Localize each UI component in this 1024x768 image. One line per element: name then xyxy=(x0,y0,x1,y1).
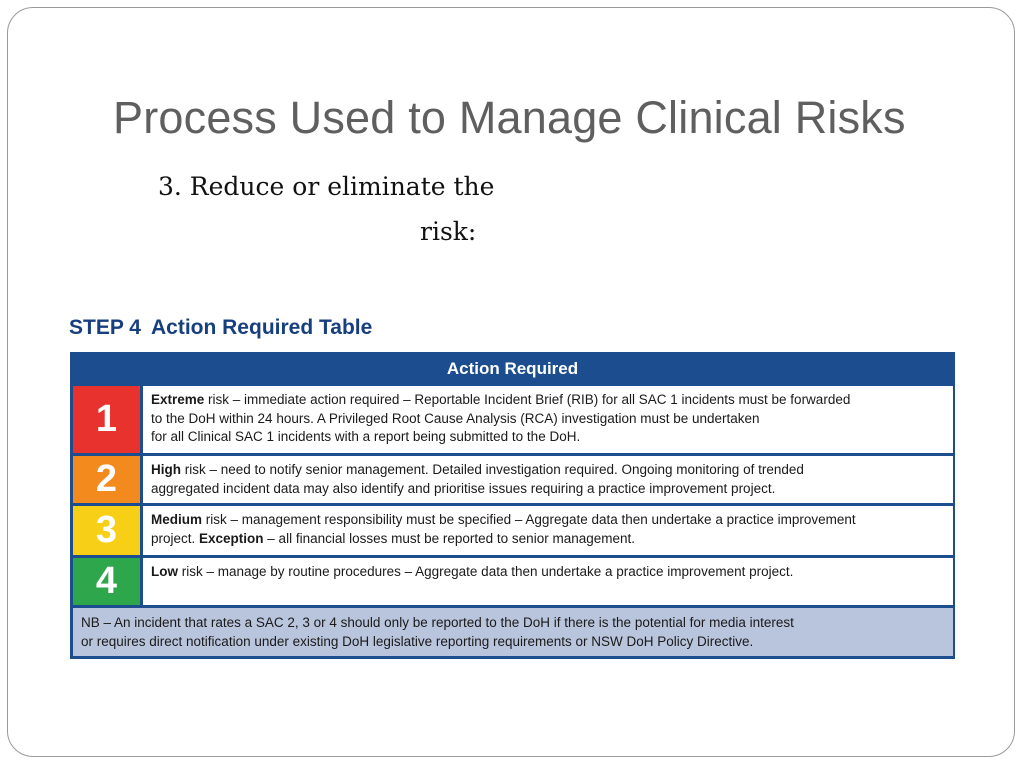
risk-description xyxy=(143,456,953,503)
note-line: NB – An incident that rates a SAC 2, 3 or 4 should only be reported to the DoH if there is the potential for media interest xyxy=(81,615,794,630)
action-required-table xyxy=(70,352,955,659)
risk-level-label: Low xyxy=(151,564,178,579)
risk-level-label: Medium xyxy=(151,512,203,527)
exception-label: Exception xyxy=(199,530,264,546)
step-label: STEP 4 xyxy=(69,316,141,339)
note-row xyxy=(73,608,953,656)
description-line: risk – immediate action required – Reportable Incident Brief (RIB) for all SAC 1 incidents must be forwarded xyxy=(204,392,851,407)
description-line: to the DoH within 24 hours. A Privileged Root Cause Analysis (RCA) investigation must be undertaken xyxy=(151,410,760,426)
risk-level-label: High xyxy=(151,462,181,477)
description-line: risk – manage by routine procedures – Aggregate data then undertake a practice improvement project. xyxy=(178,564,794,579)
risk-level-label: Extreme xyxy=(151,392,205,407)
bullet-text-line-2: risk: xyxy=(420,217,477,246)
description-line: risk – need to notify senior management. Detailed investigation required. Ongoing monitoring of trended xyxy=(181,462,804,477)
description-line: for all Clinical SAC 1 incidents with a report being submitted to the DoH. xyxy=(151,429,581,444)
risk-description xyxy=(143,386,953,453)
risk-row-extreme xyxy=(73,386,953,453)
risk-number-cell: 1 xyxy=(73,386,140,453)
table-header: Action Required xyxy=(446,359,579,378)
risk-description xyxy=(143,506,953,555)
exception-text: – all financial losses must be reported to senior management. xyxy=(263,530,635,546)
risk-row-high xyxy=(73,456,953,503)
risk-number-cell: 4 xyxy=(73,558,140,605)
slide-title: Process Used to Manage Clinical Risks xyxy=(113,92,906,143)
description-line: project. xyxy=(151,530,200,546)
note-line: or requires direct notification under existing DoH legislative reporting requirements or NSW DoH Policy Directive. xyxy=(81,633,754,649)
risk-row-medium xyxy=(73,506,953,555)
risk-description xyxy=(143,558,953,605)
bullet-text-line-1: 3. Reduce or eliminate the xyxy=(158,172,495,201)
step-heading xyxy=(69,316,372,340)
description-line: aggregated incident data may also identify and prioritise issues requiring a practice improvement project. xyxy=(151,480,776,496)
risk-number-cell: 2 xyxy=(73,456,140,503)
risk-row-low xyxy=(73,558,953,605)
description-line: risk – management responsibility must be specified – Aggregate data then undertake a practice improvement xyxy=(202,512,856,527)
risk-number-cell: 3 xyxy=(73,506,140,555)
step-title-text: Action Required Table xyxy=(150,316,373,339)
